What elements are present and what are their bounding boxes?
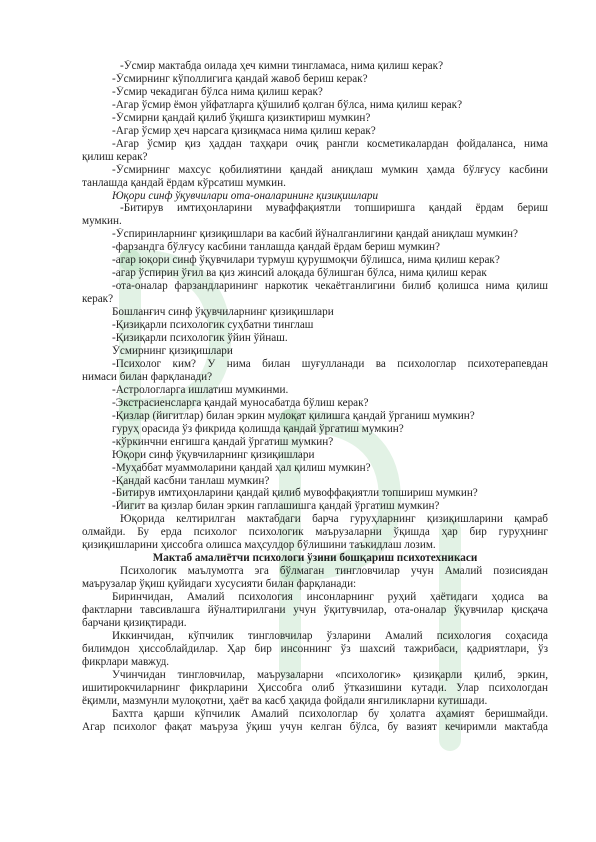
text-line: -Қизиқарли психологик ўйин ўйнаш. xyxy=(112,332,288,345)
text-line: -Битирув имтиҳонларини қандай қилиб мувоффақиятли топшириш мумкин? xyxy=(112,487,478,500)
text-line: олмайди. Бу ерда психолог психологик маърузаларни ўқишда ҳар бир гуруҳнинг xyxy=(82,526,548,539)
subheading: Юқори синф ўқувчилари ота-оналарининг қизиқишлари xyxy=(112,189,379,202)
text-line: ёқимли, мазмунли мулоқотни, ҳаёт ва касб ҳақида фойдали янгиликларни кутишади. xyxy=(82,694,488,707)
text-line: керак? xyxy=(82,293,114,306)
text-line: фикрлари мавжуд. xyxy=(82,655,170,668)
section-heading: Мактаб амалиётчи психологи ўзини бошқариш психотехникаси xyxy=(152,552,478,565)
text-line: Юқорида келтирилган мактабдаги барча гуруҳларнинг қизиқишларини қамраб xyxy=(120,513,548,526)
document-page xyxy=(82,60,548,734)
text-line: Биринчидан, Амалий психология инсонларнинг руҳий ҳаётидаги ҳодиса ва xyxy=(112,591,548,604)
text-line: Учинчидан тингловчилар, маърузаларни «психологик» қизиқарли қилиб, эркин, xyxy=(112,668,548,681)
text-line: -Психолог ким? У нима билан шуғулланади ва психологлар психотерапевдан xyxy=(112,357,548,370)
text-line: нимаси билан фарқланади? xyxy=(82,370,213,383)
text-line: Психологик маълумотга эга бўлмаган тингловчилар учун Амалий позисиядан xyxy=(120,565,548,578)
text-line: Агар психолог фақат маъруза ўқиш учун келган бўлса, бу вазият кечиримли мактабда xyxy=(82,720,548,733)
text-line: -фарзандга бўлғусу касбини танлашда қандай ёрдам бериш мумкин? xyxy=(112,241,440,254)
text-line: -ота-оналар фарзандларининг наркотик чекаётганлигини билиб қолишса нима қилиш xyxy=(112,280,548,293)
text-line: -Ўсмирнинг кўполлигига қандай жавоб бериш керак? xyxy=(112,72,368,85)
text-line: қилиш керак? xyxy=(82,150,148,163)
text-line: қизиқишларини ҳиссобга олишса маҳсулдор бўлишини таъкидлаш лозим. xyxy=(82,539,436,552)
subheading: Бошланғич синф ўқувчиларнинг қизиқишлари xyxy=(112,306,334,319)
text-line: -Битирув имтиҳонларини муваффақиятли топширишга қандай ёрдам бериш xyxy=(120,202,548,215)
text-line: -Қизлар (йигитлар) билан эркин мулоқат қилишга қандай ўрганиш мумкин? xyxy=(112,409,475,422)
text-line: -Ўсмир чекадиган бўлса нима қилиш керак? xyxy=(112,85,323,98)
text-line: -Ўсмирнинг махсус қобилиятини қандай аниқлаш мумкин ҳамда бўлғусу касбини xyxy=(112,163,548,176)
text-line: -агар ўспирин ўғил ва қиз жинсий алоқада бўлишган бўлса, нима қилиш керак xyxy=(112,267,487,280)
text-line: -Агар ўсмир ҳеч нарсага қизиқмаса нима қилиш керак? xyxy=(112,124,376,137)
text-line: танлашда қандай ёрдам кўрсатиш мумкин. xyxy=(82,176,286,189)
text-line: -агар юқори синф ўқувчилари турмуш қурушмоқчи бўлишса, нима қилиш керак? xyxy=(112,254,500,267)
text-line: -Муҳаббат муаммоларини қандай ҳал қилиш мумкин? xyxy=(112,461,371,474)
text-line: гуруҳ орасида ўз фикрида қолишда қандай ўргатиш мумкин? xyxy=(112,422,404,435)
text-line: -кўркинчни енгишга қандай ўргатиш мумкин? xyxy=(112,435,334,448)
text-line: -Экстрасиенсларга қандай муносабатда бўлиш керак? xyxy=(112,396,369,409)
text-line: билимдон ҳиссоблайдилар. Ҳар бир инсоннинг ўз шахсий тажрибаси, қадриятлари, ўз xyxy=(82,642,548,655)
text-line: -Ўсмирни қандай қилиб ўқишга қизиктириш мумкин? xyxy=(112,111,371,124)
text-line: ишитирокчиларнинг фикрларини Ҳиссобга олиб ўтказишини кутади. Улар психологдан xyxy=(82,681,548,694)
subheading: Ўсмирнинг қизиқишлари xyxy=(112,344,233,357)
text-line: барчани қизиқтиради. xyxy=(82,616,187,629)
subheading: Юқори синф ўқувчиларнинг қизиқишлари xyxy=(112,448,315,461)
text-line: маърузалар ўқиш қуйидаги хусусияти билан фарқланади: xyxy=(82,578,357,591)
text-line: -Агар ўсмир қиз ҳаддан таҳқари очиқ рангли косметикалардан фойдаланса, нима xyxy=(112,137,548,150)
text-line: -Астрологларга ишлатиш мумкинми. xyxy=(112,383,289,396)
text-line: -Ўспиринларнинг қизиқишлари ва касбий йўналганлигини қандай аниқлаш мумкин? xyxy=(112,228,518,241)
text-line: Бахтга қарши кўпчилик Амалий психологлар бу ҳолатга аҳамият беришмайди. xyxy=(112,707,548,720)
text-line: фактларни тавсивлашга йўналтирилгани учун ўқитувчилар, ота-оналар ўқувчилар қисқача xyxy=(82,604,548,617)
text-line: -Қизиқарли психологик суҳбатни тинглаш xyxy=(112,319,314,332)
text-line: -Қандай касбни танлаш мумкин? xyxy=(112,474,270,487)
text-line: мумкин. xyxy=(82,215,122,228)
text-line: -Йигит ва қизлар билан эркин гаплашишга қандай ўргатиш мумкин? xyxy=(112,500,440,513)
text-line: -Ўсмир мактабда оилада ҳеч кимни тинг‌ламаса, нима қилиш керак? xyxy=(120,60,444,72)
text-line: -Агар ўсмир ёмон уйфатларга қўшилиб қолган бўлса, нима қилиш керак? xyxy=(112,98,463,111)
text-line: Иккинчидан, кўпчилик тингловчилар ўзларини Амалий психология соҳасида xyxy=(112,629,548,642)
